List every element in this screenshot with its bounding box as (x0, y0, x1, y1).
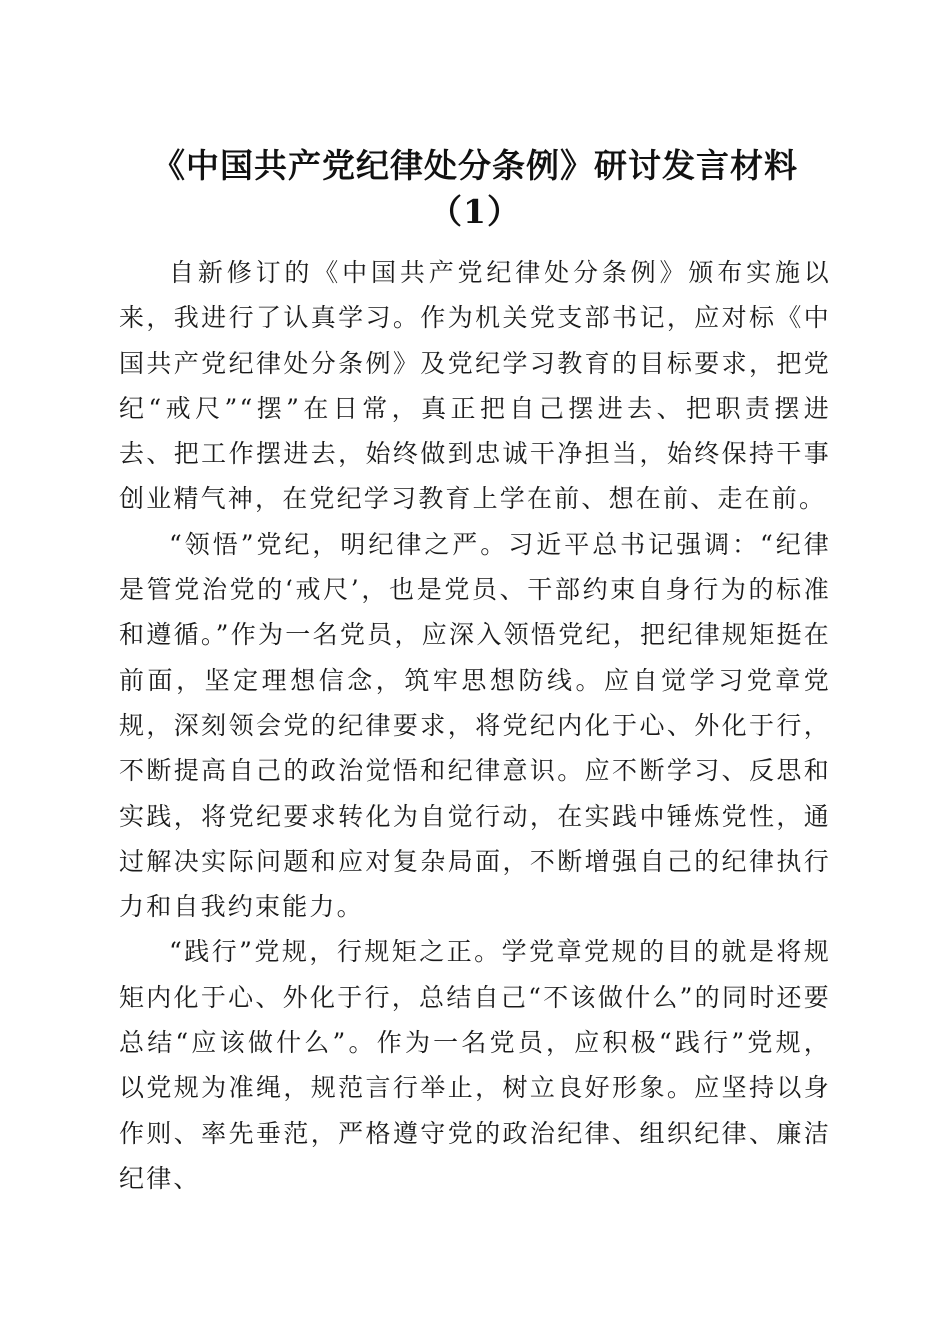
paragraph-understand-discipline: “领悟”党纪，明纪律之严。习近平总书记强调：“纪律是管党治党的‘戒尺’，也是党员、干部约束自身行为的标准和遵循。”作为一名党员，应深入领悟党纪，把纪律规矩挺在前面，坚定理想信念，筑牢思想防线。应自觉学习党章党规，深刻领会党的纪律要求，将党纪内化于心、外化于行，不断提高自己的政治觉悟和纪律意识。应不断学习、反思和实践，将党纪要求转化为自觉行动，在实践中锤炼党性，通过解决实际问题和应对复杂局面，不断增强自己的纪律执行力和自我约束能力。 (119, 529, 831, 922)
paragraph-intro: 自新修订的《中国共产党纪律处分条例》颁布实施以来，我进行了认真学习。作为机关党支部书记，应对标《中国共产党纪律处分条例》及党纪学习教育的目标要求，把党纪“戒尺”“摆”在日常，真正把自己摆进去、把职责摆进去、把工作摆进去，始终做到忠诚干净担当，始终保持干事创业精气神，在党纪学习教育上学在前、想在前、走在前。 (119, 258, 831, 514)
document-body (119, 250, 831, 1201)
document-title-number: （1） (429, 192, 521, 231)
paragraph-practice-rules: “践行”党规，行规矩之正。学党章党规的目的就是将规矩内化于心、外化于行，总结自己“不该做什么”的同时还要总结“应该做什么”。作为一名党员，应积极“践行”党规，以党规为准绳，规范言行举止，树立良好形象。应坚持以身作则、率先垂范，严格遵守党的政治纪律、组织纪律、廉洁纪律、 (119, 937, 831, 1193)
document-title: 《中国共产党纪律处分条例》研讨发言材料 (152, 146, 798, 185)
